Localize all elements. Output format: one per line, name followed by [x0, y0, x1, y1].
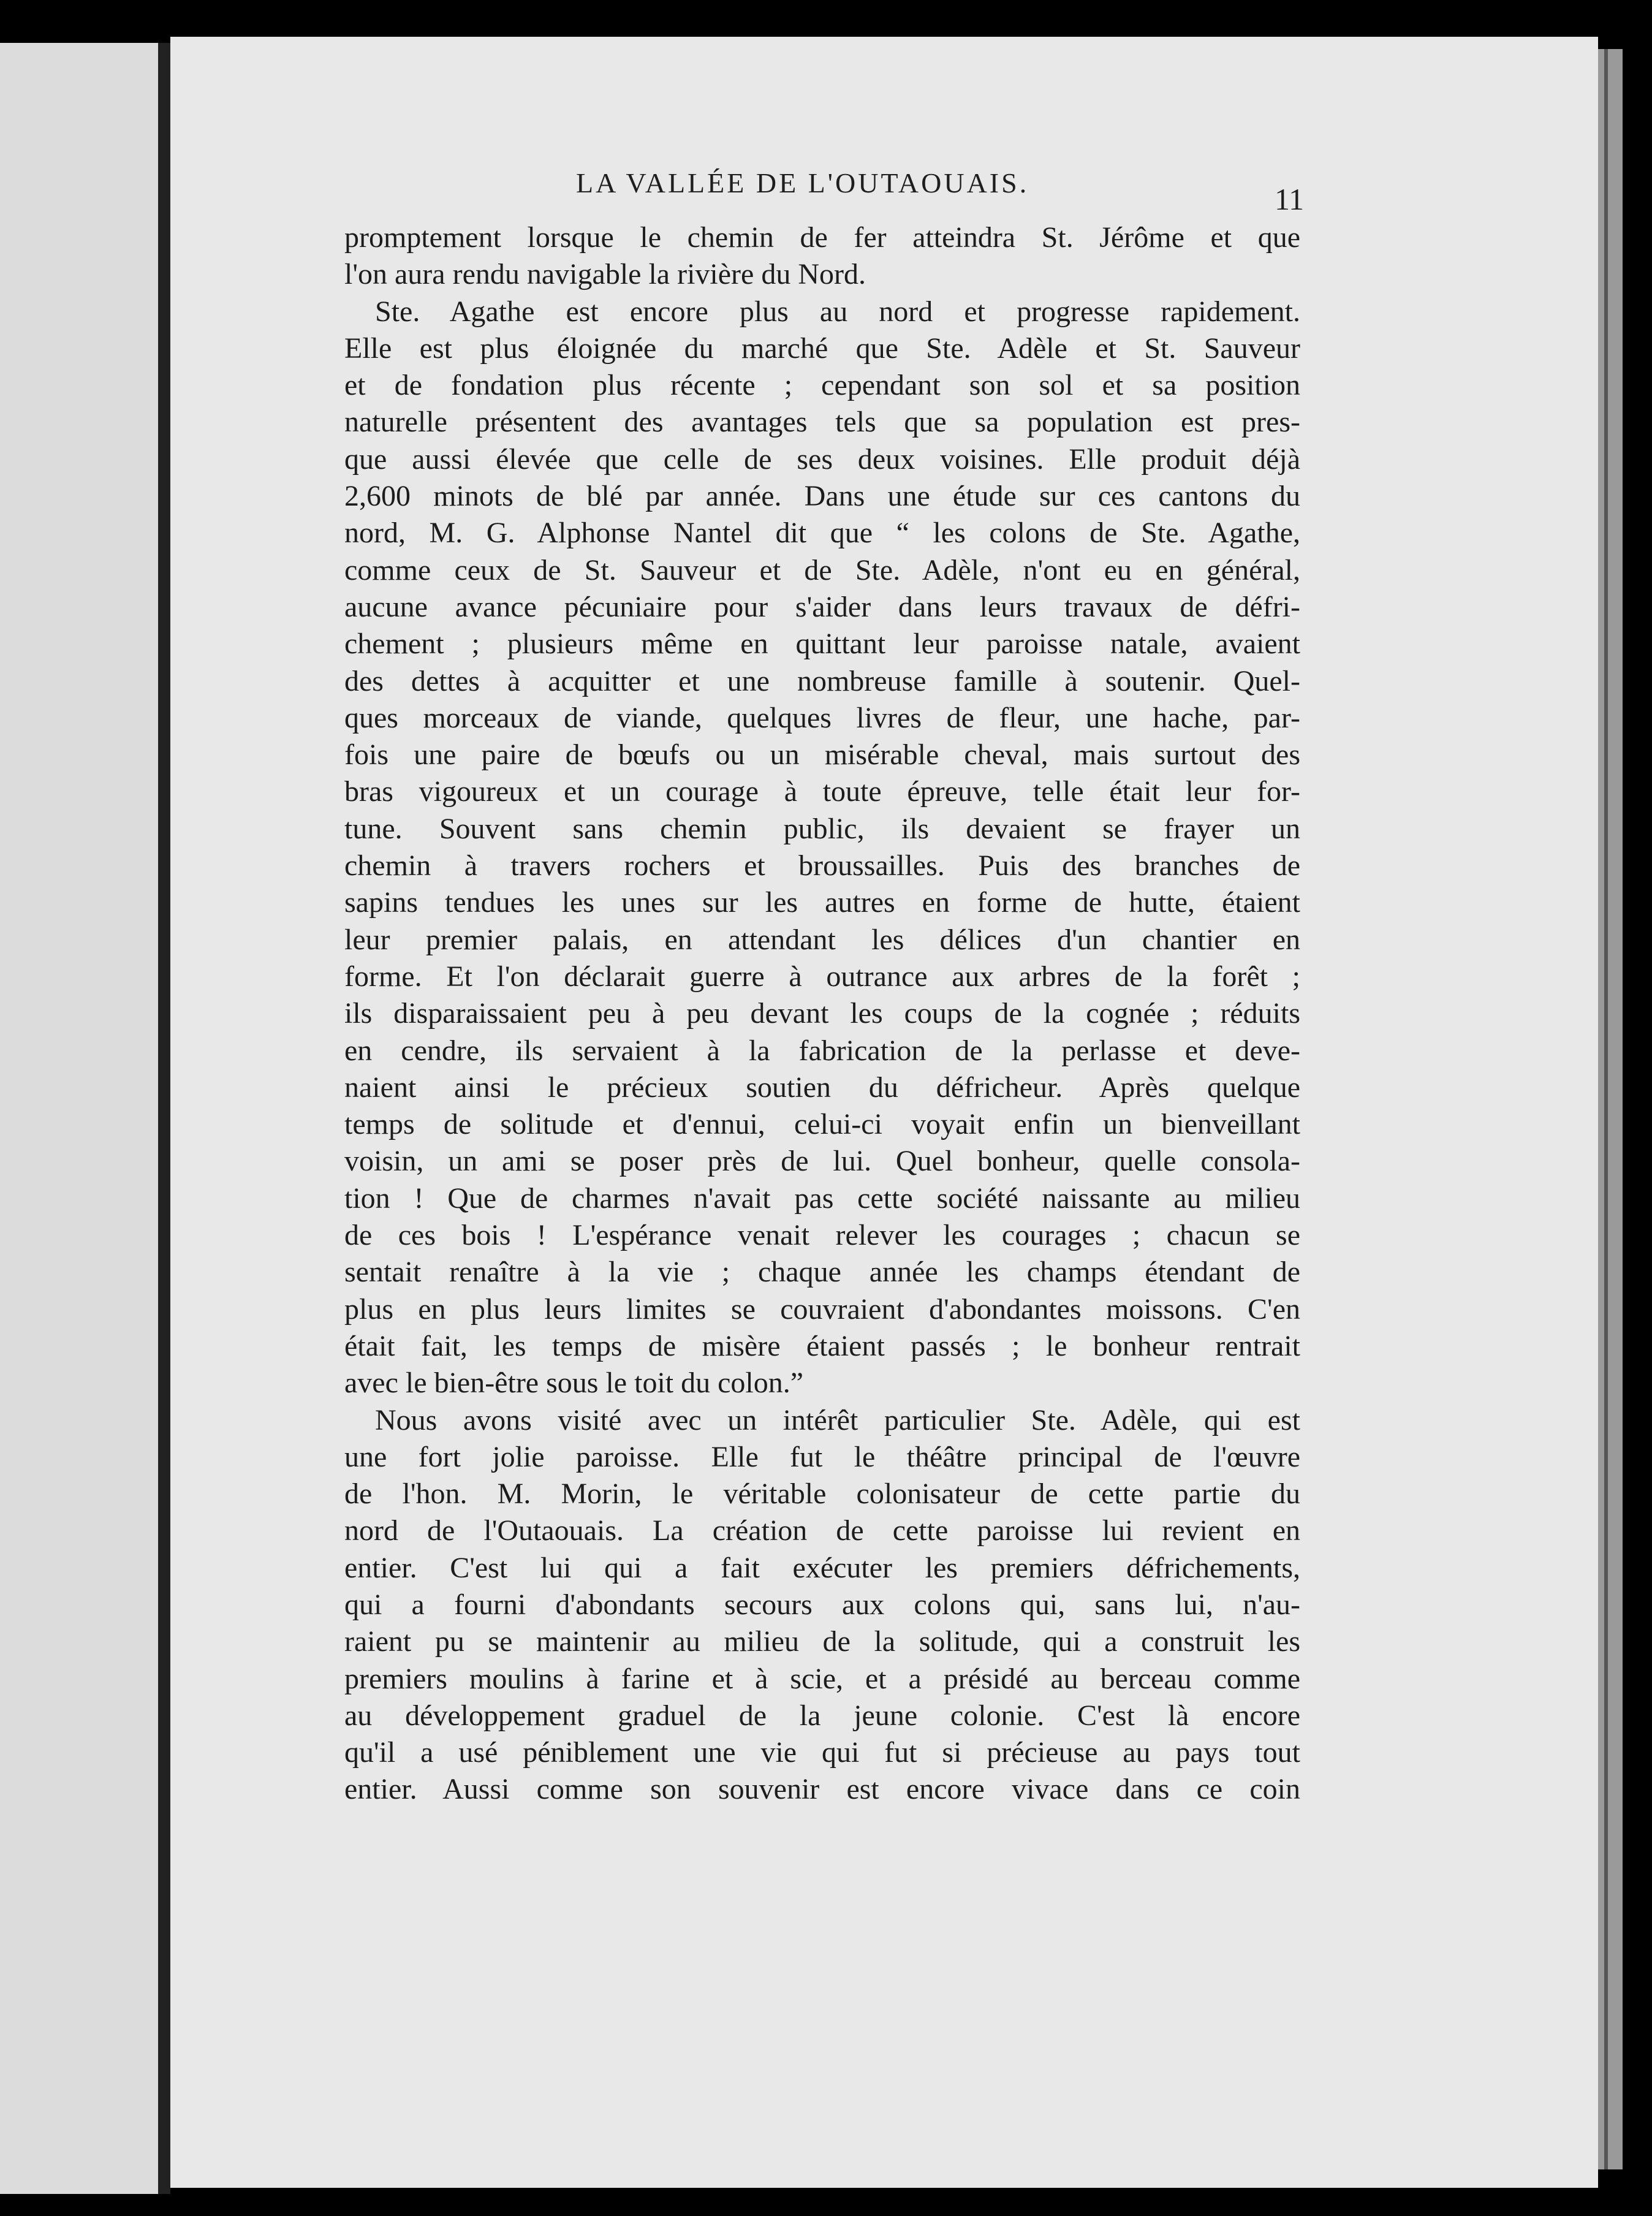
text-line: naturelle présentent des avantages tels que sa population est pres-	[344, 406, 1300, 439]
text-line: Ste. Agathe est encore plus au nord et progresse rapidement.	[375, 295, 1300, 328]
text-line: plus en plus leurs limites se couvraient d'abondantes moissons. C'en	[344, 1292, 1300, 1326]
text-line: forme. Et l'on déclarait guerre à outrance aux arbres de la forêt ;	[344, 960, 1300, 993]
text-line: fois une paire de bœufs ou un misérable cheval, mais surtout des	[344, 738, 1300, 772]
text-line: au développement graduel de la jeune colonie. C'est là encore	[344, 1699, 1300, 1732]
text-line: était fait, les temps de misère étaient passés ; le bonheur rentrait	[344, 1329, 1300, 1362]
text-line: premiers moulins à farine et à scie, et a présidé au berceau comme	[344, 1662, 1300, 1695]
text-line: tune. Souvent sans chemin public, ils devaient se frayer un	[344, 812, 1300, 845]
text-line: en cendre, ils servaient à la fabrication de la perlasse et deve-	[344, 1034, 1300, 1067]
text-line: ils disparaissaient peu à peu devant les coups de la cognée ; réduits	[344, 997, 1300, 1030]
page-number: 11	[1275, 182, 1305, 216]
text-line: temps de solitude et d'ennui, celui-ci voyait enfin un bienveillant	[344, 1108, 1300, 1141]
left-page-edge	[0, 43, 158, 2194]
text-line: que aussi élevée que celle de ses deux voisines. Elle produit déjà	[344, 442, 1300, 476]
text-line: une fort jolie paroisse. Elle fut le théâtre principal de l'œuvre	[344, 1440, 1300, 1473]
text-line: naient ainsi le précieux soutien du défricheur. Après quelque	[344, 1071, 1300, 1104]
text-line: 2,600 minots de blé par année. Dans une étude sur ces cantons du	[344, 480, 1300, 513]
book-gutter	[158, 43, 170, 2194]
running-head: LA VALLÉE DE L'OUTAOUAIS.	[576, 167, 1029, 199]
text-line: ques morceaux de viande, quelques livres de fleur, une hache, par-	[344, 701, 1300, 734]
text-line: tion ! Que de charmes n'avait pas cette société naissante au milieu	[344, 1182, 1300, 1215]
text-line: raient pu se maintenir au milieu de la solitude, qui a construit les	[344, 1625, 1300, 1658]
text-line: comme ceux de St. Sauveur et de Ste. Adèle, n'ont eu en général,	[344, 553, 1300, 586]
text-line: sapins tendues les unes sur les autres en forme de hutte, étaient	[344, 886, 1300, 919]
text-line: sentait renaître à la vie ; chaque année les champs étendant de	[344, 1256, 1300, 1289]
text-line: qui a fourni d'abondants secours aux colons qui, sans lui, n'au-	[344, 1588, 1300, 1621]
page-fore-edge-shadow	[1604, 49, 1608, 2169]
text-line: de l'hon. M. Morin, le véritable colonisateur de cette partie du	[344, 1478, 1300, 1511]
text-line: promptement lorsque le chemin de fer atteindra St. Jérôme et que	[344, 221, 1300, 254]
text-line: chemin à travers rochers et broussailles. Puis des branches de	[344, 849, 1300, 882]
text-line: voisin, un ami se poser près de lui. Quel bonheur, quelle consola-	[344, 1145, 1300, 1178]
text-line: chement ; plusieurs même en quittant leur paroisse natale, avaient	[344, 628, 1300, 661]
text-line: l'on aura rendu navigable la rivière du Nord.	[344, 258, 866, 291]
page-fore-edge	[1598, 49, 1623, 2169]
body-text	[344, 219, 1300, 1808]
text-line: Elle est plus éloignée du marché que Ste. Adèle et St. Sauveur	[344, 332, 1300, 365]
text-line: leur premier palais, en attendant les délices d'un chantier en	[344, 923, 1300, 956]
text-line: qu'il a usé péniblement une vie qui fut si précieuse au pays tout	[344, 1736, 1300, 1769]
text-line: des dettes à acquitter et une nombreuse famille à soutenir. Quel-	[344, 664, 1300, 697]
text-line: avec le bien-être sous le toit du colon.”	[344, 1367, 804, 1400]
text-line: nord de l'Outaouais. La création de cette paroisse lui revient en	[344, 1514, 1300, 1547]
text-line: nord, M. G. Alphonse Nantel dit que “ les colons de Ste. Agathe,	[344, 517, 1300, 550]
text-line: entier. Aussi comme son souvenir est encore vivace dans ce coin	[344, 1773, 1300, 1806]
text-line: et de fondation plus récente ; cependant son sol et sa position	[344, 369, 1300, 402]
text-line: bras vigoureux et un courage à toute épreuve, telle était leur for-	[344, 775, 1300, 808]
text-line: aucune avance pécuniaire pour s'aider dans leurs travaux de défri-	[344, 590, 1300, 623]
text-line: de ces bois ! L'espérance venait relever les courages ; chacun se	[344, 1219, 1300, 1252]
text-line: entier. C'est lui qui a fait exécuter les premiers défrichements,	[344, 1551, 1300, 1584]
text-line: Nous avons visité avec un intérêt particulier Ste. Adèle, qui est	[375, 1403, 1300, 1436]
